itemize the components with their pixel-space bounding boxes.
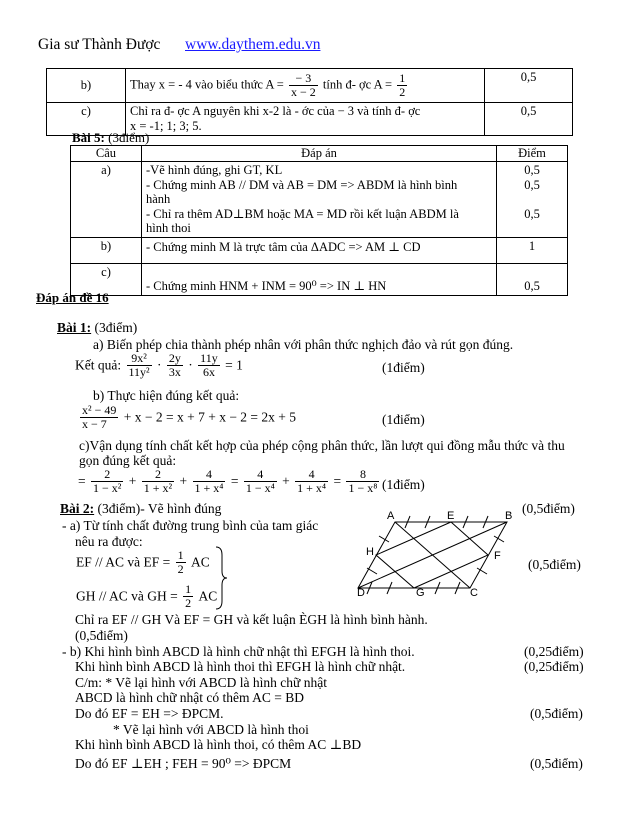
bai1-score-b: (1điểm) [382, 412, 425, 427]
bai2-points-score: (0,5điểm) [522, 501, 575, 516]
row-content: - Chứng minh M là trực tâm của ΔADC => AM ⊥ CD [142, 237, 497, 263]
bai2-l7-score: (0,5điểm) [530, 706, 583, 721]
bai2-l10: Do đó EF ⊥EH ; FEH = 90⁰ => ĐPCM [75, 756, 292, 771]
table-row [71, 263, 568, 295]
row-label: c) [47, 103, 126, 136]
bai2-l9: Khi hình bình ABCD là hình thoi, có thêm AC ⊥BD [75, 737, 362, 752]
site-name: Gia sư Thành Được [38, 36, 161, 53]
row-content [126, 69, 485, 103]
bai2-l3: - b) Khi hình bình ABCD là hình chữ nhật thì EFGH là hình thoi. [62, 644, 415, 659]
bai2-l2: (0,5điểm) [75, 628, 128, 643]
col-header: Điểm [497, 146, 568, 162]
row-text: x = -1; 1; 3; 5. [130, 119, 202, 133]
bai2-l1: Chỉ ra EF // GH Và EF = GH và kết luận ÈGH là hình bình hành. [75, 612, 428, 627]
table-row [71, 237, 568, 263]
brace-icon [214, 545, 228, 611]
row-label: c) [71, 263, 142, 295]
row-content [142, 162, 497, 238]
top-answer-table [46, 68, 573, 136]
label-B: B [505, 510, 513, 522]
bai1-eq1: Kết quả: $\frac{\text{9x²}}{\text{11y²}}$ · $\frac{2y}{3x}$ · $\frac{11y}{6x}$ = 1 [75, 351, 243, 379]
bai2-l3-score: (0,25điểm) [524, 644, 584, 659]
bai2-l10-score: (0,5điểm) [530, 756, 583, 771]
fraction: $\frac{1}{2}$ [399, 71, 406, 99]
bai2-score-sys: (0,5điểm) [528, 557, 581, 572]
bai1-c1: c)Vận dụng tính chất kết hợp của phép cộng phân thức, lần lượt qui đồng mẫu thức và thu [79, 438, 565, 453]
label-G: G [416, 587, 425, 599]
row-score: 0,5 [497, 263, 568, 295]
bai2-points: (3điểm)- Vẽ hình đúng [97, 501, 222, 516]
bai2-a2: nêu ra được: [75, 534, 143, 549]
row-score: 0,5 [485, 69, 573, 103]
bai5-table [70, 145, 568, 296]
col-header: Đáp án [142, 146, 497, 162]
label-E: E [447, 510, 455, 522]
bai1-points: (3điểm) [94, 320, 138, 335]
fraction: $\frac{- 3}{x - 2}$ [290, 71, 316, 99]
col-header: Câu [71, 146, 142, 162]
bai2-title: Bài 2: [60, 501, 95, 516]
bai2-heading [60, 501, 221, 517]
bai2-l4-score: (0,25điểm) [524, 659, 584, 674]
bai1-eq3: = $\frac{2}{\text{1 − x²}}$ + $\frac{2}{\text{1 + x²}}$ + $\frac{4}{\text{1 + x⁴}}$ = $\frac{4}{\text{1 − x⁴}}$ + $\frac{4}{\text{1 + x⁴}}$ = $\frac{8}{\text{1 − x⁸}}$ [78, 467, 378, 495]
label-C: C [470, 587, 478, 599]
row-label: b) [71, 237, 142, 263]
table-header-row [71, 146, 568, 162]
dap-an-title: Đáp án đề 16 [36, 290, 109, 305]
bai2-l6: ABCD là hình chữ nhật có thêm AC = BD [75, 690, 305, 705]
row-content: - Chứng minh HNM + INM = 90⁰ => IN ⊥ HN [142, 263, 497, 295]
table-row [47, 69, 573, 103]
row-text: tính đ- ợc A = [322, 77, 393, 92]
bai2-l4: Khi hình bình ABCD là hình thoi thì EFGH là hình chữ nhật. [75, 659, 406, 674]
row-text: -Vẽ hình đúng, ghi GT, KL [146, 163, 283, 177]
bai2-eq-ef: EF // AC và EF = $\frac{1}{2}$ AC [76, 548, 210, 576]
bai2-l5: C/m: * Vẽ lại hình với ABCD là hình chữ nhật [75, 675, 327, 690]
bai2-a1: - a) Từ tính chất đường trung bình của tam giác [62, 518, 319, 533]
row-label: a) [71, 162, 142, 238]
bai1-score-a: (1điểm) [382, 360, 425, 375]
bai1-b: b) Thực hiện đúng kết quả: [93, 388, 240, 403]
label-A: A [387, 510, 395, 522]
row-text: Chỉ ra đ- ợc A nguyên khi x-2 là - ớc của − 3 và tính đ- ợc [130, 104, 421, 118]
row-label: b) [47, 69, 126, 103]
row-score: 0,5 [485, 103, 573, 136]
label-D: D [357, 587, 365, 599]
label-F: F [494, 550, 501, 562]
row-text: hành [146, 192, 171, 206]
bai5-points: (3điểm) [108, 130, 150, 145]
bai5-title: Bài 5: [72, 130, 105, 145]
bai2-l8: * Vẽ lại hình với ABCD là hình thoi [113, 722, 309, 737]
label-H: H [366, 546, 374, 558]
row-text: - Chứng minh AB // DM và AB = DM => ABDM là hình bình [146, 177, 458, 192]
bai1-heading [57, 320, 137, 336]
bai1-a: a) Biến phép chia thành phép nhân với phân thức nghịch đảo và rút gọn đúng. [93, 337, 514, 352]
bai1-title: Bài 1: [57, 320, 92, 335]
row-text: - Chỉ ra thêm AD⊥BM hoặc MA = MD rồi kết luận ABDM là [146, 206, 459, 221]
site-link[interactable]: www.daythem.edu.vn [185, 36, 321, 53]
bai2-eq-gh: GH // AC và GH = $\frac{1}{2}$ AC [76, 582, 218, 610]
row-content [126, 103, 485, 136]
row-score: 1 [497, 237, 568, 263]
bai1-c2: gọn đúng kết quả: [79, 453, 177, 468]
table-row [71, 162, 568, 238]
row-text: hình thoi [146, 221, 191, 235]
row-score: 0,5 0,5 0,5 [497, 162, 568, 238]
bai2-l7: Do đó EF = EH => ĐPCM. [75, 706, 224, 721]
row-text: Thay x = - 4 vào biểu thức A = [130, 77, 284, 92]
bai1-eq2: $\frac{\text{x² − 49}}{x - 7}$ + x − 2 = x + 7 + x − 2 = 2x + 5 [82, 403, 297, 431]
bai1-score-c: (1điểm) [382, 477, 425, 492]
bai5-heading [72, 130, 149, 146]
